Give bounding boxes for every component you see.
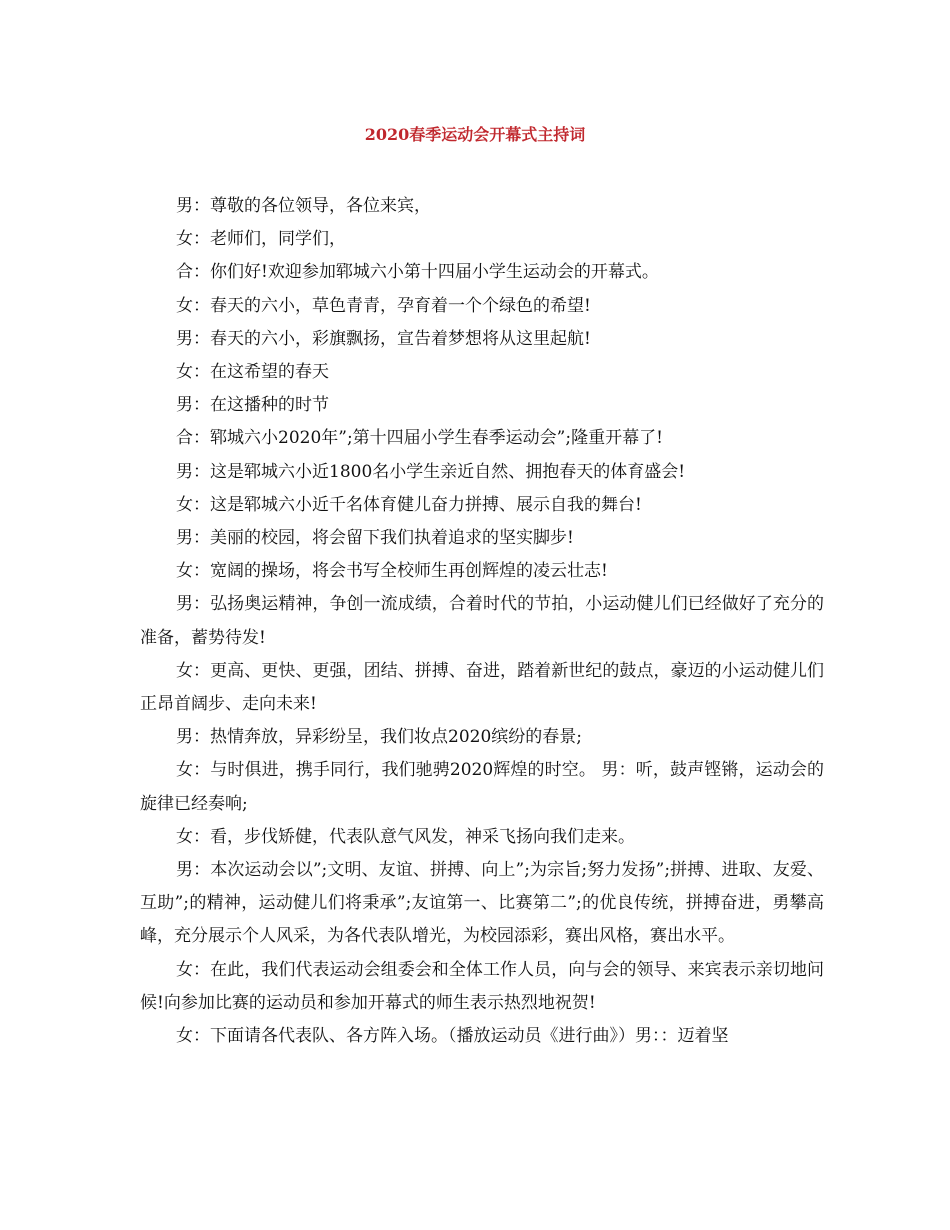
paragraph: 女：老师们，同学们， xyxy=(176,229,346,250)
paragraph: 男：尊敬的各位领导，各位来宾， xyxy=(176,196,431,216)
paragraph: 男：在这播种的时节 xyxy=(176,395,329,416)
paragraph: 男：美丽的校园，将会留下我们执着追求的坚实脚步! xyxy=(176,528,574,549)
paragraph: 男：热情奔放，异彩纷呈，我们妆点2020缤纷的春景; xyxy=(176,727,582,748)
paragraph: 合：你们好!欢迎参加郓城六小第十四届小学生运动会的开幕式。 xyxy=(176,262,659,283)
paragraph: 女：更高、更快、更强，团结、拼搏、奋进，踏着新世纪的鼓点，豪迈的小运动健儿们正昂首阔步、走向未来! xyxy=(140,660,824,715)
paragraph: 女：这是郓城六小近千名体育健儿奋力拼搏、展示自我的舞台! xyxy=(176,494,642,515)
paragraph: 女：看，步伐矫健，代表队意气风发，神采飞扬向我们走来。 xyxy=(176,826,635,847)
paragraph: 女：在这希望的春天 xyxy=(176,362,329,383)
paragraph: 女：春天的六小，草色青青，孕育着一个个绿色的希望! xyxy=(176,295,591,316)
document-title: 2020春季运动会开幕式主持词 xyxy=(364,125,586,144)
paragraph: 男：这是郓城六小近1800名小学生亲近自然、拥抱春天的体育盛会! xyxy=(176,461,686,482)
paragraph: 男：本次运动会以”;文明、友谊、拼搏、向上”;为宗旨;努力发扬”;拼搏、进取、友爱、互助”;的精神，运动健儿们将秉承”;友谊第一、比赛第二”;的优良传统，拼搏奋进，勇攀高峰，充分展示个人风采，为各代表队增光，为校园添彩，赛出风格，赛出水平。 xyxy=(140,860,824,947)
document-body xyxy=(140,190,824,1053)
paragraph: 女：下面请各代表队、各方阵入场。（播放运动员《进行曲》）男：：迈着坚 xyxy=(176,1026,729,1047)
paragraph: 男：春天的六小，彩旗飘扬，宣告着梦想将从这里起航! xyxy=(176,328,591,349)
paragraph: 合：郓城六小2020年”;第十四届小学生春季运动会”;隆重开幕了! xyxy=(176,428,663,449)
paragraph: 女：在此，我们代表运动会组委会和全体工作人员，向与会的领导、来宾表示亲切地问候!向参加比赛的运动员和参加开幕式的师生表示热烈地祝贺! xyxy=(140,959,824,1013)
paragraph: 男：弘扬奥运精神，争创一流成绩，合着时代的节拍，小运动健儿们已经做好了充分的准备，蓄势待发! xyxy=(140,594,824,648)
paragraph: 女：宽阔的操场，将会书写全校师生再创辉煌的凌云壮志! xyxy=(176,561,608,582)
paragraph: 女：与时俱进，携手同行，我们驰骋2020辉煌的时空。 男：听，鼓声铿锵，运动会的旋律已经奏响; xyxy=(140,760,824,814)
